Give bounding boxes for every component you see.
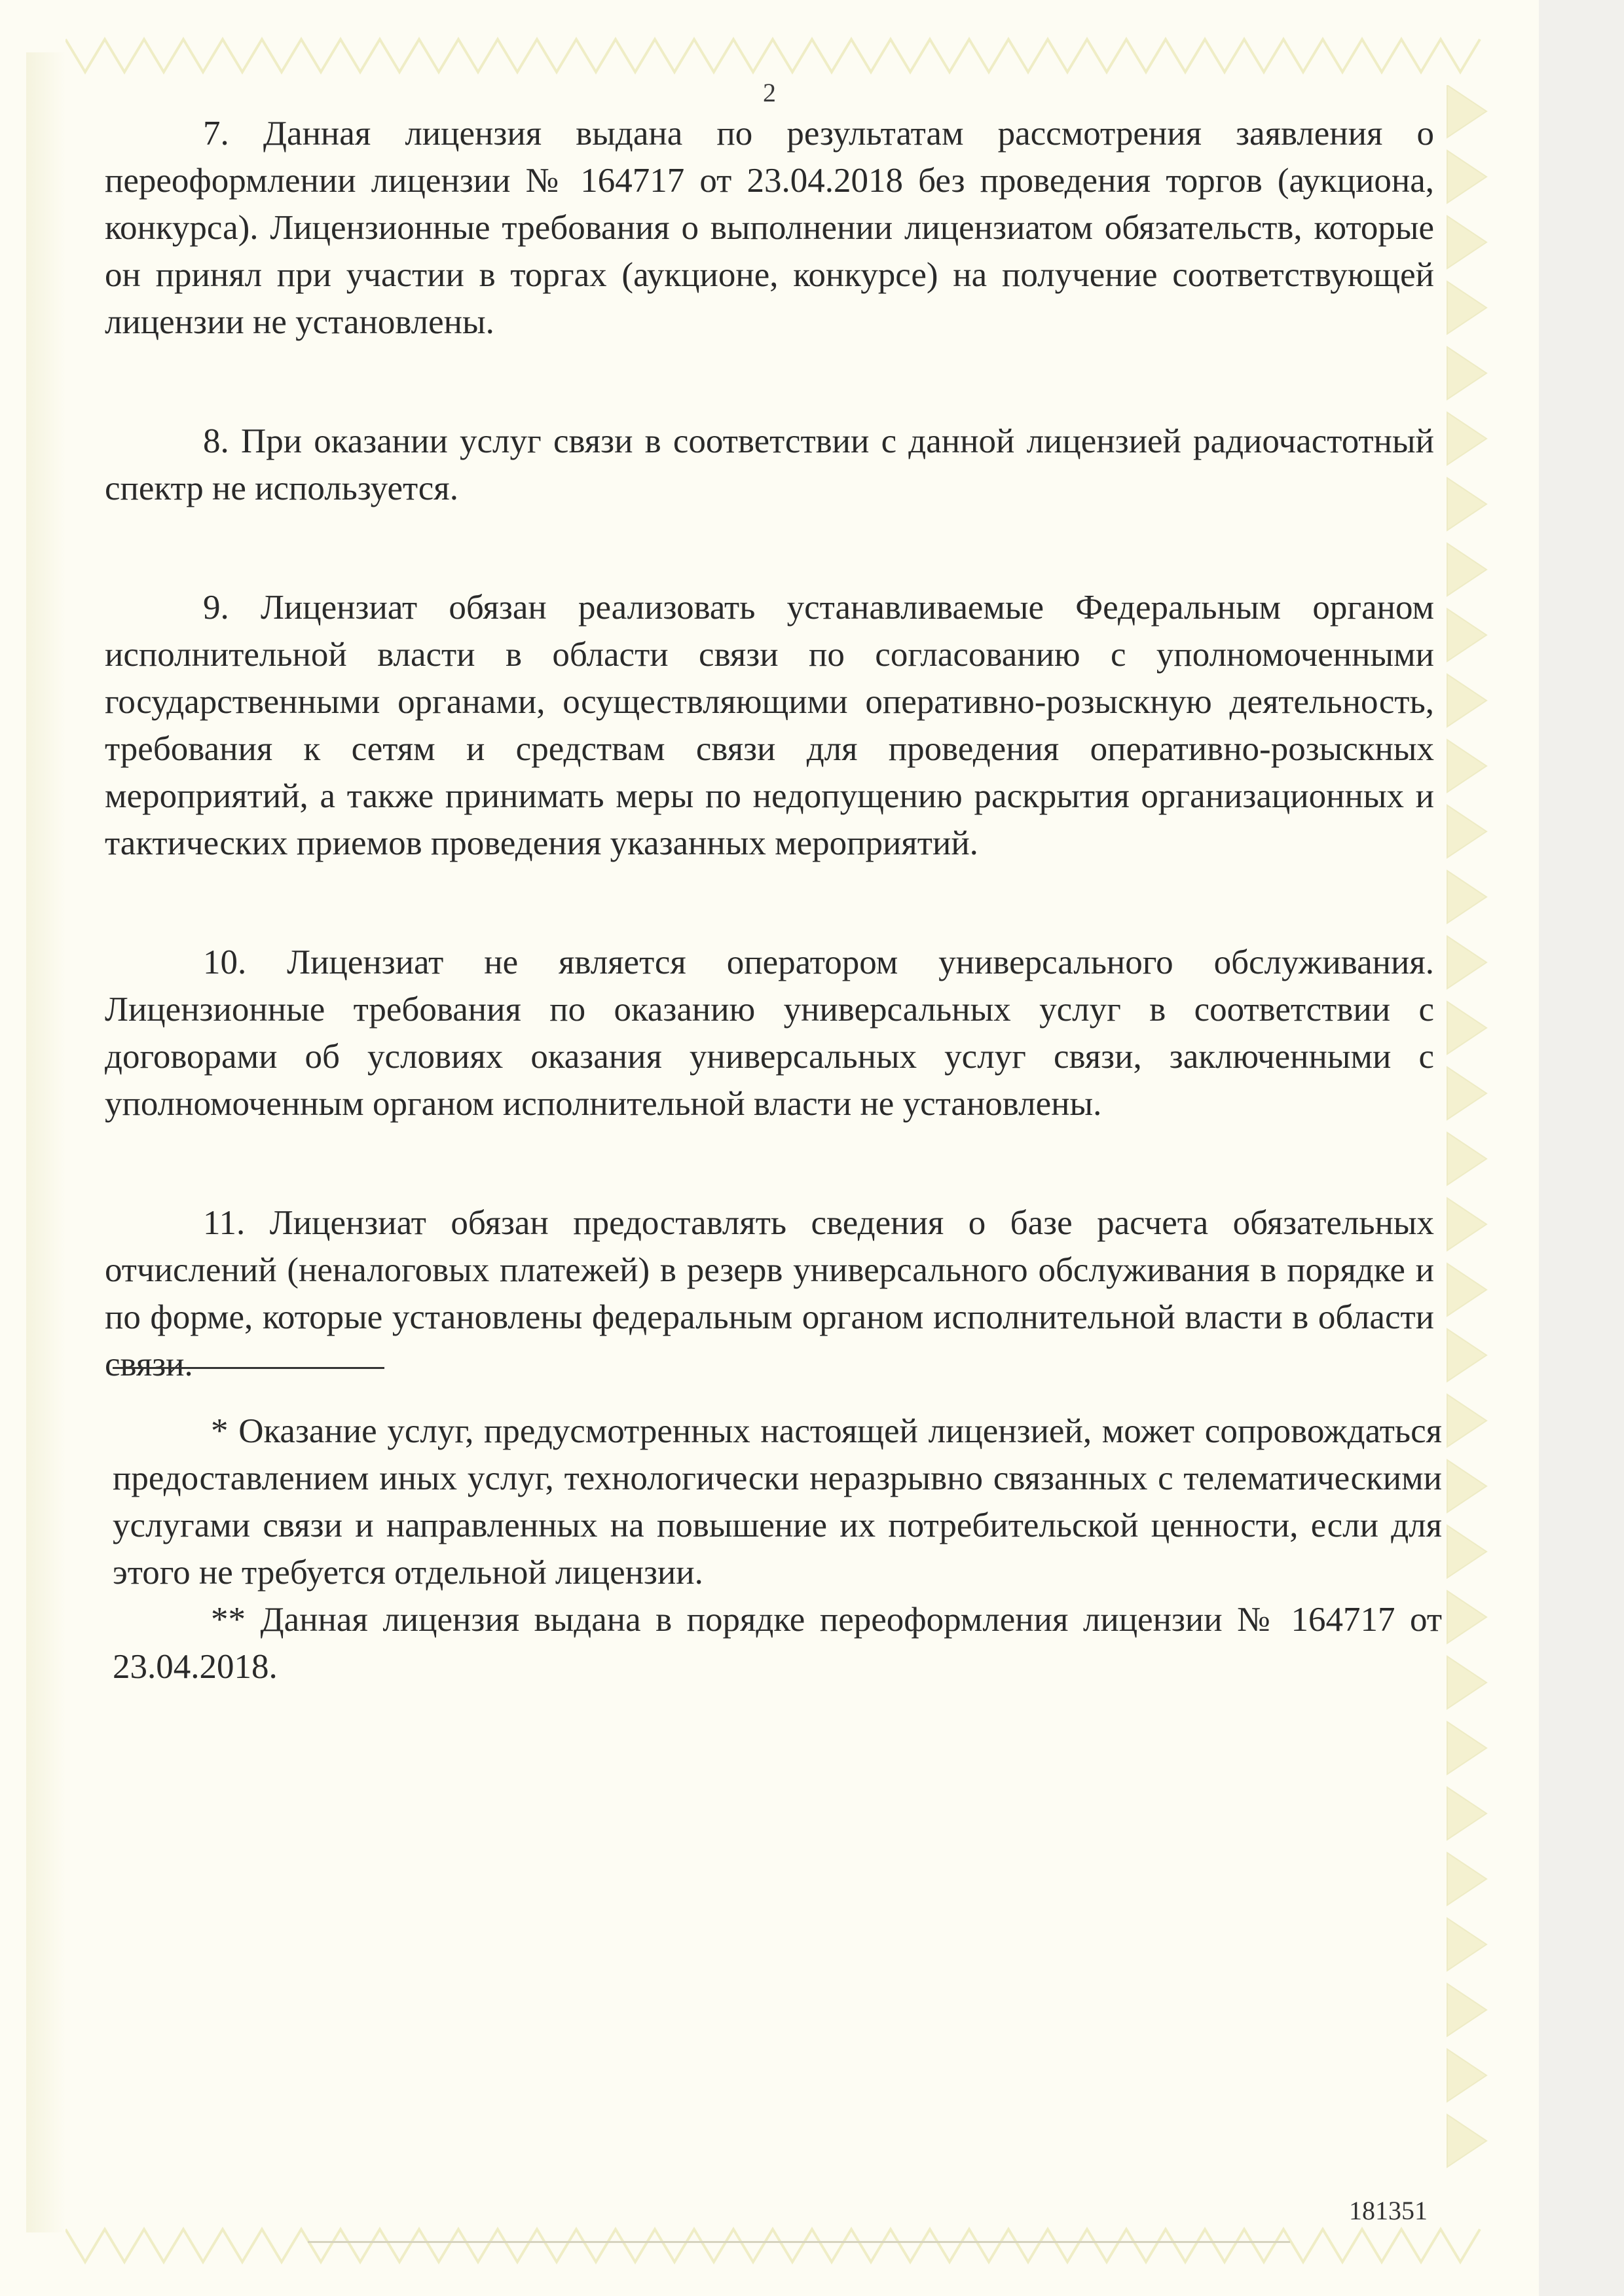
- scan-edge: [1539, 0, 1624, 2296]
- printer-imprint-microtext: [308, 2238, 1290, 2249]
- page-number: 2: [763, 78, 776, 107]
- top-ornament-border: [65, 26, 1493, 85]
- clause-11: 11. Лицензиат обязан предоставлять сведения о базе расчета обязательных отчислений (неналоговых платежей) в резерв универсального обслуживания в порядке и по форме, которые установлены федеральным органом исполнительной власти в области связи.: [105, 1204, 1434, 1383]
- footnotes: [113, 1408, 1442, 1690]
- left-guilloche-band: [26, 52, 65, 2232]
- license-conditions: [105, 110, 1434, 1388]
- clause-9: 9. Лицензиат обязан реализовать устанавливаемые Федеральным органом исполнительной власти в области связи по согласованию с уполномоченными государственными органами, осуществляющими оперативно-розыскную деятельность, требования к сетям и средствам связи для проведения оперативно-розыскных мероприятий, а также принимать меры по недопущению раскрытия организационных и тактических приемов проведения указанных мероприятий.: [105, 589, 1434, 862]
- clause-10: 10. Лицензиат не является оператором универсального обслуживания. Лицензионные требования по оказанию универсальных услуг в соответствии с договорами об условиях оказания универсальных услуг связи, заключенными с уполномоченным органом исполнительной власти не установлены.: [105, 943, 1434, 1123]
- microtext-line: [308, 2238, 1290, 2247]
- clause-7: 7. Данная лицензия выдана по результатам рассмотрения заявления о переоформлении лицензии № 164717 от 23.04.2018 без проведения торгов (аукциона, конкурса). Лицензионные требования о выполнении лицензиатом обязательств, которые он принял при участии в торгах (аукционе, конкурсе) на получение соответствующей лицензии не установлены.: [105, 115, 1434, 341]
- clause-8: 8. При оказании услуг связи в соответствии с данной лицензией радиочастотный спектр не используется.: [105, 422, 1434, 507]
- footnote-divider: [113, 1367, 384, 1369]
- form-serial-number: 181351: [1349, 2196, 1428, 2225]
- footnote-2: ** Данная лицензия выдана в порядке переоформления лицензии № 164717 от 23.04.2018.: [113, 1601, 1442, 1686]
- right-ornament-border: [1441, 85, 1493, 2216]
- footnote-1: * Оказание услуг, предусмотренных настоящей лицензией, может сопровождаться предоставлением иных услуг, технологически неразрывно связанных с телематическими услугами связи и направленных на повышение их потребительской ценности, если для этого не требуется отдельной лицензии.: [113, 1412, 1442, 1592]
